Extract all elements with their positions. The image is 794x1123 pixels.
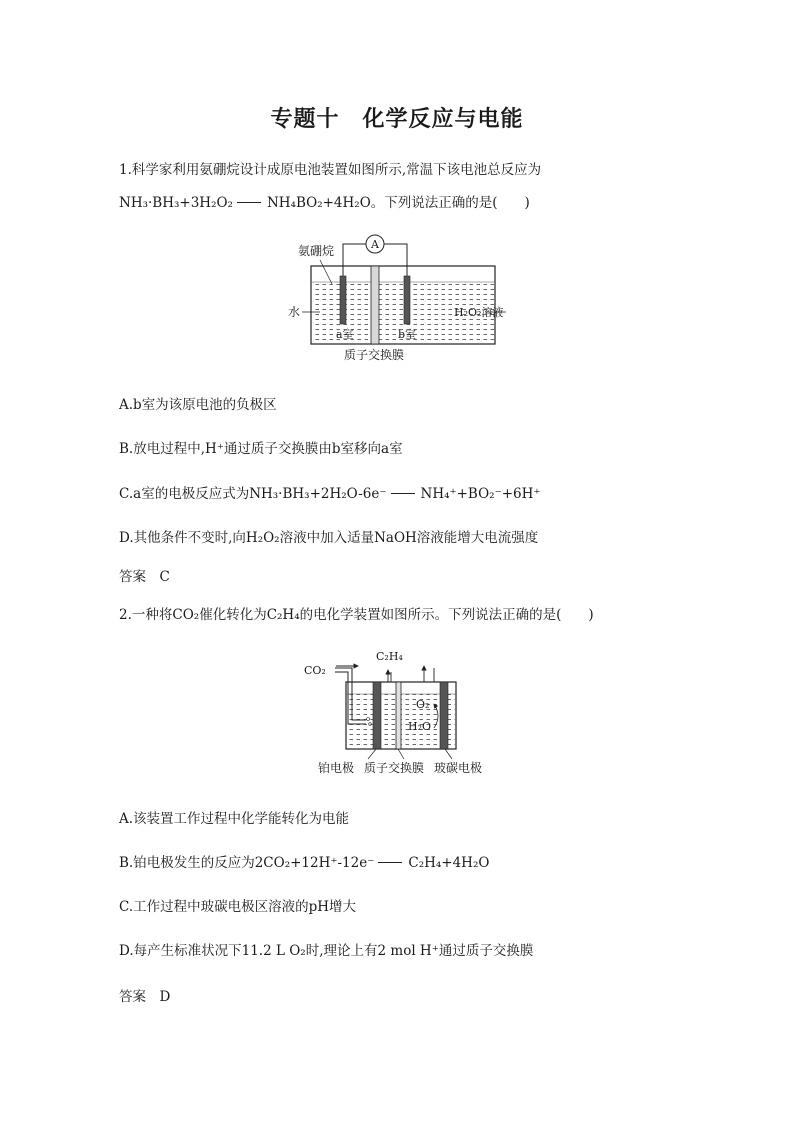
label-water: 水 [288,305,301,319]
equals-bar [391,493,415,494]
label-o2: O₂ [416,698,430,711]
q1-stem: 1.科学家利用氨硼烷设计成原电池装置如图所示,常温下该电池总反应为 [119,162,542,178]
label-h2o2: H₂O₂溶液 [454,306,504,319]
q1-option-c-left: C.a室的电极反应式为NH₃·BH₃+2H₂O-6e⁻ [119,486,387,502]
label-c2h4: C₂H₄ [376,650,403,663]
ammeter-label: A [371,238,379,251]
page-title: 专题十 化学反应与电能 [270,107,524,132]
equals-bar [378,862,402,863]
q1-option-a: A.b室为该原电池的负极区 [119,397,277,413]
q2-option-b-right: C₂H₄+4H₂O [408,855,490,871]
q2-answer: 答案 D [119,989,171,1005]
q2-option-a: A.该装置工作过程中化学能转化为电能 [119,811,350,827]
proton-exchange-membrane [396,682,401,749]
q1-answer: 答案 C [119,569,170,585]
q2-option-b-left: B.铂电极发生的反应为2CO₂+12H⁺-12e⁻ [119,855,375,871]
label-membrane: 质子交换膜 [364,761,425,775]
q1-option-b: B.放电过程中,H⁺通过质子交换膜由b室移向a室 [119,441,403,457]
platinum-electrode [373,682,381,749]
q1-equation [119,191,530,211]
electrode-a [340,276,346,324]
proton-exchange-membrane [371,266,379,344]
equals-bar [237,202,261,203]
q1-option-c [119,482,541,502]
q2-option-d: D.每产生标准状况下11.2 L O₂时,理论上有2 mol H⁺通过质子交换膜 [119,943,534,959]
label-glassy-carbon: 玻碳电极 [434,761,483,775]
q1-eq-right: NH₄BO₂+4H₂O。下列说法正确的是( ) [266,195,530,211]
q1-eq-left: NH₃·BH₃+3H₂O₂ [119,195,233,211]
q2-stem: 2.一种将CO₂催化转化为C₂H₄的电化学装置如图所示。下列说法正确的是( ) [119,607,594,623]
glassy-carbon-electrode [440,682,448,749]
q1-option-d: D.其他条件不变时,向H₂O₂溶液中加入适量NaOH溶液能增大电流强度 [119,530,539,546]
label-ammonia-borane: 氨硼烷 [298,244,335,258]
electrode-b [404,276,410,324]
q2-cell-diagram [300,642,500,782]
q2-option-c: C.工作过程中玻碳电极区溶液的pH增大 [119,899,357,915]
label-h2o: H₂O [408,720,432,733]
label-b-room: b室 [398,328,417,341]
q2-option-b [119,851,489,871]
label-a-room: a室 [336,328,354,341]
label-co2: CO₂ [304,664,326,677]
q1-option-c-right: NH₄⁺+BO₂⁻+6H⁺ [420,486,541,502]
q1-cell-diagram [280,232,520,367]
label-platinum: 铂电极 [318,761,355,775]
label-membrane: 质子交换膜 [343,348,405,362]
